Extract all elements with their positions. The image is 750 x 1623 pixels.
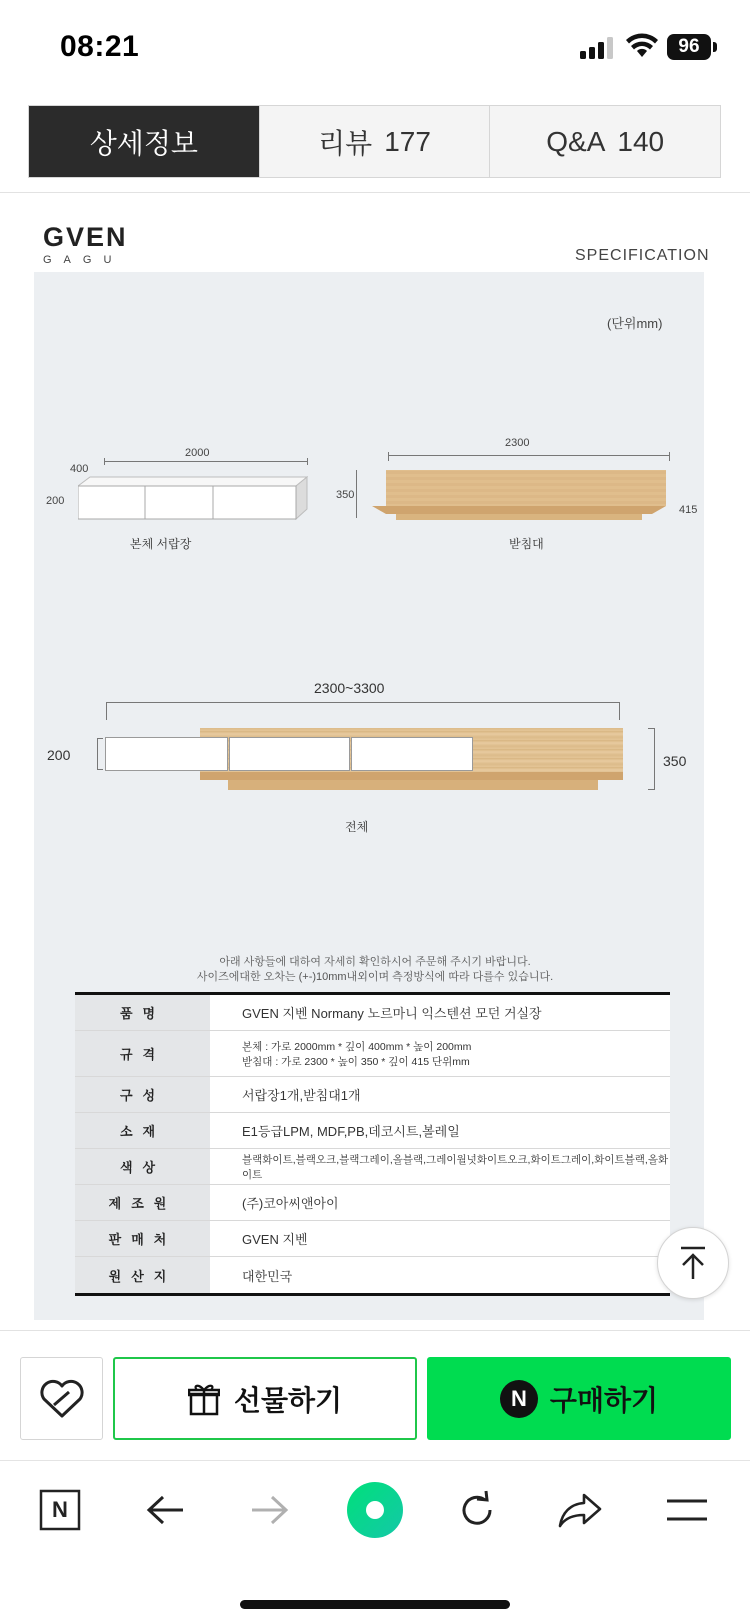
spec-value [210,1031,670,1076]
wishlist-button[interactable] [20,1357,103,1440]
caption-stand: 받침대 [509,537,544,551]
table-row [75,1031,670,1077]
arrow-up-icon [677,1245,709,1281]
table-row [75,1113,670,1149]
action-bar-divider [0,1330,750,1331]
spec-value-line: GVEN 지벤 [242,1232,308,1247]
green-dot-icon [346,1481,404,1539]
dim-body-width: 2000 [185,447,210,459]
spec-value-line: 서랍장1개,받침대1개 [242,1088,361,1103]
dim-tick [104,458,105,465]
dim-line-total-width [106,702,620,703]
table-row [75,1257,670,1293]
dim-line-stand-width [388,455,670,456]
dim-body-depth: 400 [70,463,89,475]
caption-total: 전체 [345,820,369,834]
browser-nav-divider [0,1460,750,1461]
menu-icon [666,1497,708,1523]
battery-indicator: 96 [667,34,711,60]
spec-key: 소재 [75,1113,210,1148]
dim-tick [648,728,655,729]
green-dot-button[interactable] [345,1480,405,1540]
tab-qna[interactable] [490,106,720,177]
spec-value-line: (주)코아씨앤아이 [242,1196,339,1211]
dim-line-total-right-height [654,728,655,790]
spec-key: 판매처 [75,1221,210,1256]
spec-key: 구성 [75,1077,210,1112]
table-row [75,1221,670,1257]
tab-qna-label: Q&A [546,125,606,157]
table-row [75,995,670,1031]
battery-tip [713,42,717,52]
spec-value [210,1113,670,1148]
arrow-right-icon [250,1494,290,1526]
dim-tick [97,738,103,739]
table-row [75,1077,670,1113]
total-drawer-2 [229,737,350,771]
dim-stand-depth: 415 [679,504,698,516]
unit-label: (단위mm) [607,316,663,331]
status-bar [0,0,750,95]
spec-value-line: GVEN 지벤 Normany 노르마니 익스텐션 모던 거실장 [242,1006,542,1021]
dim-tick [648,789,655,790]
brand-logo [43,222,128,266]
notice-line-1: 아래 사항들에 대하여 자세히 확인하시어 주문해 주시기 바랍니다. [219,956,531,968]
gift-icon [188,1382,220,1416]
spec-value [210,995,670,1030]
spec-value [210,1221,670,1256]
gift-button-label: 선물하기 [233,1384,343,1416]
dim-total-left-height: 200 [47,747,71,763]
tab-reviews[interactable] [260,106,491,177]
spec-value [210,1257,670,1293]
spec-value-line: 대한민국 [242,1268,293,1284]
notice-line-2: 사이즈에대한 오차는 (+-)10mm내외이며 측정방식에 따라 다를수 있습니다. [196,971,554,983]
tab-qna-count: 140 [617,125,665,157]
menu-button[interactable] [657,1480,717,1540]
dim-tick [307,458,308,465]
status-time: 08:21 [60,30,140,63]
heart-icon [39,1379,85,1419]
spec-key: 원산지 [75,1257,210,1293]
dim-total-width: 2300~3300 [314,680,385,696]
spec-title: SPECIFICATION [575,247,710,264]
spec-value-line: 본체 : 가로 2000mm * 깊이 400mm * 높이 200mm [242,1040,472,1053]
spec-value [210,1149,670,1184]
spec-key: 규격 [75,1031,210,1076]
dim-line-body-width [104,461,308,462]
naver-pay-icon: N [500,1380,538,1418]
brand-name: GVEN [43,222,128,252]
spec-key: 색상 [75,1149,210,1184]
dim-tick [97,769,103,770]
cellular-signal-icon [580,37,614,59]
tab-detail-info[interactable] [29,106,260,177]
naver-n-letter: N [52,1497,68,1522]
spec-value-line: 블랙화이트,블랙오크,블랙그레이,올블랙,그레이월넛화이트오크,화이트그레이,화이트블랙,올화이트 [242,1153,669,1181]
brand-sub: GAGU [43,254,124,266]
dim-total-right-height: 350 [663,753,687,769]
buy-button-label: 구매하기 [549,1384,659,1416]
reload-button[interactable] [447,1480,507,1540]
dim-line-total-left-height [97,738,98,770]
forward-button[interactable] [240,1480,300,1540]
dim-tick [388,452,389,461]
table-row [75,1185,670,1221]
naver-home-button[interactable] [30,1480,90,1540]
gift-button[interactable] [113,1357,417,1440]
dim-body-height: 200 [46,495,65,507]
total-drawer-3 [351,737,473,771]
tab-reviews-label: 리뷰 [318,127,373,159]
share-icon [558,1492,602,1528]
total-drawer-1 [105,737,228,771]
body-drawer-illustration [78,476,308,520]
table-row [75,1149,670,1185]
spec-key: 품명 [75,995,210,1030]
spec-table [75,992,670,1296]
arrow-left-icon [145,1494,185,1526]
dim-tick [619,702,620,720]
spec-value [210,1185,670,1220]
spec-key: 제조원 [75,1185,210,1220]
detail-tabs [28,105,721,178]
wifi-icon [625,33,659,59]
total-stand-base [228,780,598,790]
share-button[interactable] [550,1480,610,1540]
spec-value-line: E1등급LPM, MDF,PB,데코시트,볼레일 [242,1124,460,1139]
dim-stand-height: 350 [336,489,355,501]
buy-button[interactable] [427,1357,731,1440]
total-stand-shelf [200,772,623,780]
dim-stand-width: 2300 [505,437,530,449]
dim-line-stand-height [356,470,357,518]
tabs-divider [0,192,750,193]
spec-value [210,1077,670,1112]
scroll-top-button[interactable] [657,1227,729,1299]
spec-value-line: 받침대 : 가로 2300 * 높이 350 * 깊이 415 단위mm [242,1055,470,1068]
tab-detail-info-label: 상세정보 [89,127,198,159]
dim-tick [106,702,107,720]
home-indicator [240,1600,510,1609]
reload-icon [457,1490,497,1530]
caption-body: 본체 서랍장 [130,537,192,551]
tab-reviews-count: 177 [384,125,431,157]
stand-illustration [372,468,668,522]
dim-tick [669,452,670,461]
back-button[interactable] [135,1480,195,1540]
